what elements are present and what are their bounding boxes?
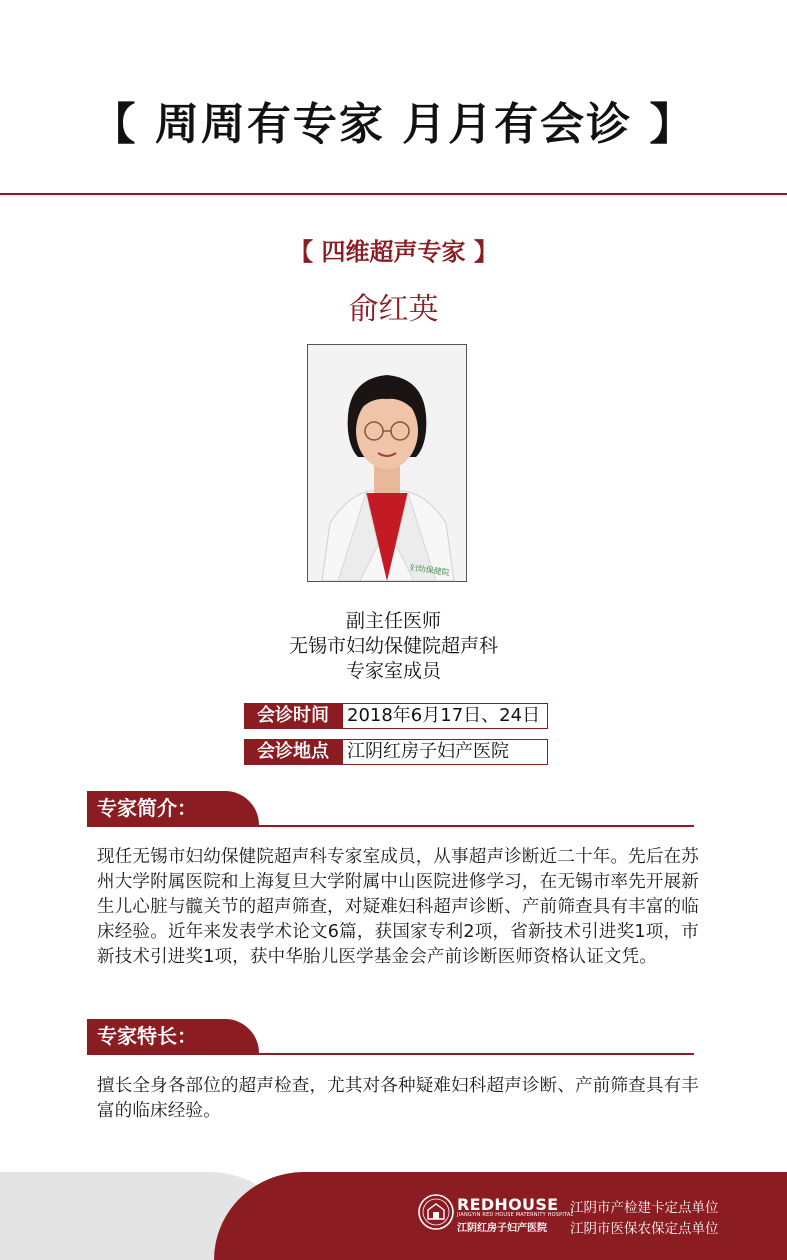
hospital-logo [417,1193,574,1237]
expertise-heading: 专家特长： [87,1019,259,1053]
expertise-text: 擅长全身各部位的超声检查，尤其对各种疑难妇科超声诊断、产前筛查具有丰富的临床经验。 [97,1076,699,1121]
consult-place-label: 会诊地点 [244,739,342,765]
specialty-title: 【 四维超声专家 】 [289,238,498,266]
page-headline: 【 周周有专家 月月有会诊 】 [91,99,696,150]
logo-english-subtitle: JIANGYIN RED HOUSE MATERNITY HOSPITAL [457,1212,574,1218]
header-divider [0,193,787,195]
intro-divider [87,825,694,827]
footer-note-2: 江阴市医保农保定点单位 [570,1221,719,1237]
hospital-emblem-icon [417,1193,455,1231]
consult-time-value: 2018年6月17日、24日 [342,703,548,729]
doctor-department: 无锡市妇幼保健院超声科 [288,635,498,657]
doctor-role: 专家室成员 [345,660,441,682]
svg-text:妇幼保健院: 妇幼保健院 [409,562,451,578]
logo-chinese-name: 江阴红房子妇产医院 [457,1223,547,1234]
intro-heading: 专家简介： [87,791,259,825]
doctor-title: 副主任医师 [345,610,441,632]
doctor-portrait-photo [307,344,467,582]
footer-note-1: 江阴市产检建卡定点单位 [570,1200,719,1216]
expertise-divider [87,1053,694,1055]
intro-text: 现任无锡市妇幼保健院超声科专家室成员，从事超声诊断近二十年。先后在苏州大学附属医院和上海复旦大学附属中山医院进修学习，在无锡市率先开展新生儿心脏与髋关节的超声筛查，对疑难妇科超声诊断、产前筛查具有丰富的临床经验。近年来发表学术论文6篇，获国家专利2项，省新技术引进奖1项，市新技术引进奖1项，获中华胎儿医学基金会产前诊断医师资格认证文凭。 [97,847,699,967]
consult-place-value: 江阴红房子妇产医院 [342,739,548,765]
portrait-illustration [308,345,466,581]
doctor-name: 俞红英 [348,292,439,327]
logo-english-name: REDHOUSE [457,1195,559,1214]
consult-time-label: 会诊时间 [244,703,342,729]
